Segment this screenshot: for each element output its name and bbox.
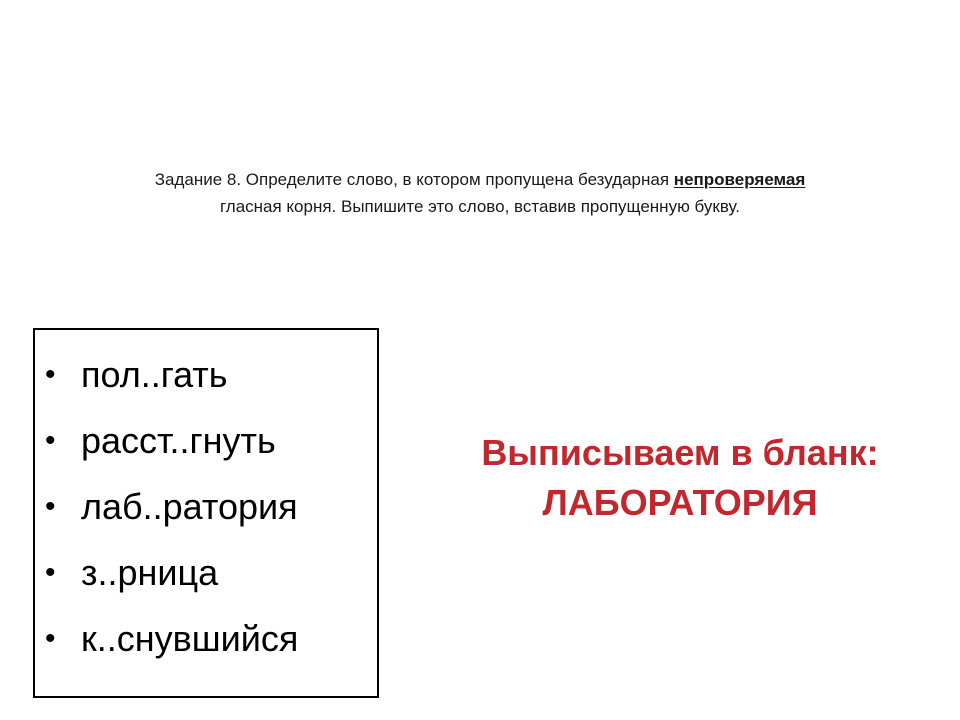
word: пол..гать [81, 354, 228, 395]
list-item [45, 474, 298, 540]
task-emphasis: непроверяемая [673, 170, 806, 189]
word: лаб..ратория [81, 486, 298, 527]
bullet-icon: • [45, 556, 56, 589]
task-text-end: гласная корня. Выпишите это слово, вставив пропущенную букву. [219, 197, 741, 216]
word: к..снувшийся [81, 618, 299, 659]
bullet-icon: • [45, 424, 56, 457]
bullet-icon: • [45, 622, 56, 655]
word-list [45, 342, 298, 672]
word: з..рница [81, 552, 219, 593]
list-item [45, 606, 298, 672]
list-item [45, 408, 298, 474]
word: расст..гнуть [81, 420, 276, 461]
task-text [40, 166, 920, 220]
word-box [33, 328, 379, 698]
answer-block [420, 428, 940, 528]
answer-word: ЛАБОРАТОРИЯ [542, 482, 818, 523]
bullet-icon: • [45, 358, 56, 391]
bullet-icon: • [45, 490, 56, 523]
list-item [45, 540, 298, 606]
list-item [45, 342, 298, 408]
task-text-start: Задание 8. Определите слово, в котором пропущена безударная [154, 170, 674, 189]
answer-instruction: Выписываем в бланк: [481, 432, 879, 473]
